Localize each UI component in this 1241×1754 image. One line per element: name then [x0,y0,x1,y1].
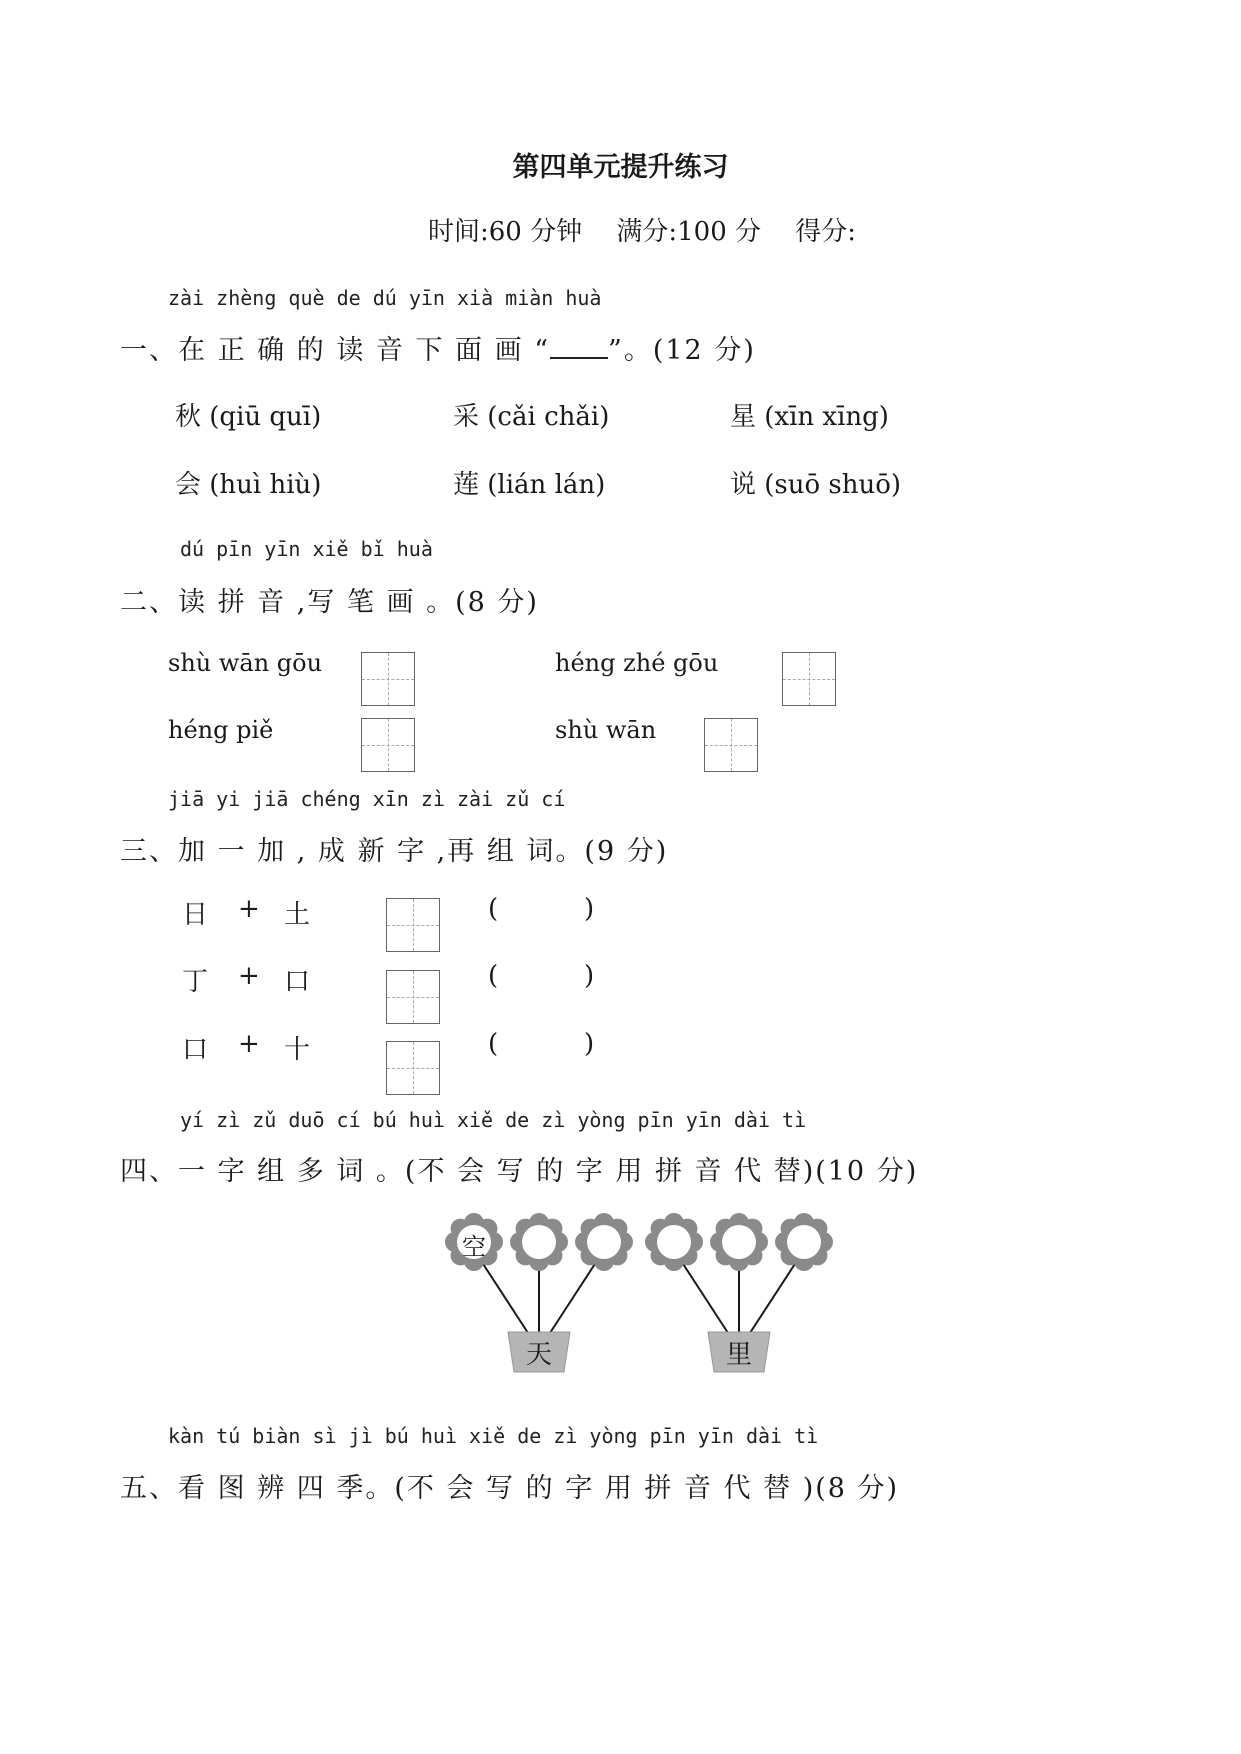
flower[interactable] [575,1213,633,1271]
q1-item[interactable]: 会 (huì hiù) [175,470,322,500]
underline-sample [550,335,608,359]
time-limit: 时间:60 分钟 [428,217,583,247]
tianzi-box[interactable] [361,652,415,706]
paren-close: ) [584,1029,595,1059]
q3-addend-a: 日 [182,900,209,930]
flower-pots-figure [430,1200,870,1380]
exam-meta [428,211,882,248]
flower-char: 空 [462,1233,486,1261]
q3-addend-a: 丁 [182,967,209,997]
full-score: 满分:100 分 [616,217,762,247]
q3-addend-b: 土 [284,900,311,930]
flower[interactable] [510,1213,568,1271]
q2-item-pinyin: héng piě [168,716,274,744]
tianzi-box[interactable] [386,970,440,1024]
q1-item[interactable]: 莲 (lián lán) [453,470,606,500]
flower[interactable] [645,1213,703,1271]
q1-label-tail: ”。(12 分) [608,335,756,366]
tianzi-box[interactable] [704,718,758,772]
paren-open: ( [488,961,499,991]
q1-label-text: 一、在 正 确 的 读 音 下 面 画 “ [120,335,551,366]
tianzi-box[interactable] [782,652,836,706]
q2-item-pinyin: héng zhé gōu [555,649,719,677]
q1-item[interactable]: 采 (cǎi chǎi) [453,402,610,432]
pot-2-label: 里 [725,1340,753,1370]
q3-label: 三、加 一 加 , 成 新 字 ,再 组 词。(9 分) [120,836,669,867]
flower-center [657,1225,691,1259]
tianzi-box[interactable] [386,898,440,952]
q1-item[interactable]: 说 (suō shuō) [730,470,902,500]
paren-close: ) [584,961,595,991]
q4-pinyin: yí zì zǔ duō cí bú huì xiě de zì yòng pīn yīn dài tì [180,1108,807,1132]
plus-sign: + [238,894,260,924]
paren-close: ) [584,894,595,924]
q2-item-pinyin: shù wān [555,716,657,744]
paren-open: ( [488,1029,499,1059]
q3-addend-a: 口 [182,1035,209,1065]
paren-open: ( [488,894,499,924]
q3-addend-b: 十 [284,1035,311,1065]
q1-label [120,328,756,367]
q1-item[interactable]: 秋 (qiū quī) [175,402,322,432]
flower[interactable] [775,1213,833,1271]
plus-sign: + [238,1029,260,1059]
q3-pinyin: jiā yi jiā chéng xīn zì zài zǔ cí [168,787,566,811]
flower-center [522,1225,556,1259]
q4-label: 四、一 字 组 多 词 。(不 会 写 的 字 用 拼 音 代 替)(10 分) [120,1156,919,1187]
q2-pinyin: dú pīn yīn xiě bǐ huà [180,537,433,561]
q2-label: 二、读 拼 音 ,写 笔 画 。(8 分) [120,587,539,618]
page-title: 第四单元提升练习 [512,152,729,183]
flower-center [787,1225,821,1259]
tianzi-box[interactable] [386,1041,440,1095]
q1-pinyin: zài zhèng què de dú yīn xià miàn huà [168,286,602,310]
q5-label: 五、看 图 辨 四 季。(不 会 写 的 字 用 拼 音 代 替 )(8 分) [120,1473,900,1504]
q5-pinyin: kàn tú biàn sì jì bú huì xiě de zì yòng pīn yīn dài tì [168,1424,819,1448]
tianzi-box[interactable] [361,718,415,772]
score-field[interactable]: 得分: [795,217,857,247]
flower[interactable] [710,1213,768,1271]
q3-addend-b: 口 [284,967,311,997]
plus-sign: + [238,961,260,991]
q2-item-pinyin: shù wān gōu [168,649,323,677]
q1-item[interactable]: 星 (xīn xīng) [730,402,889,432]
pot-1-label: 天 [525,1340,553,1370]
flower-center [722,1225,756,1259]
flower-center [587,1225,621,1259]
